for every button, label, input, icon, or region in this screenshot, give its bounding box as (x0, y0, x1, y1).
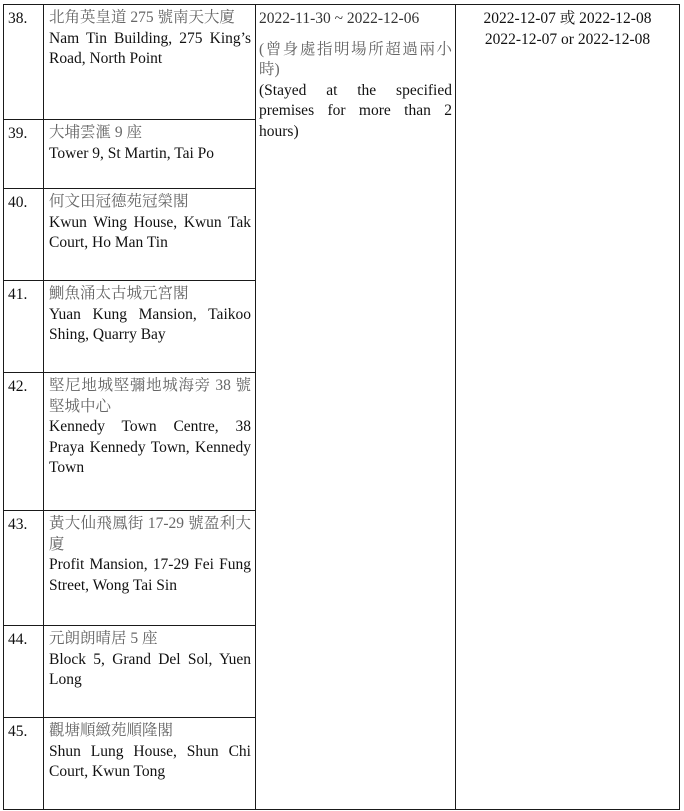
location-cell (44, 5, 256, 120)
test-dates-zh: 2022-12-07 或 2022-12-08 (483, 10, 652, 27)
premises-table (3, 4, 680, 810)
row-number: 42. (4, 373, 44, 511)
location-cell (44, 281, 256, 373)
location-name-en: Kwun Wing House, Kwun Tak Court, Ho Man Tin (49, 213, 251, 251)
row-number: 39. (4, 120, 44, 189)
table-row (4, 5, 680, 120)
location-name-en: Block 5, Grand Del Sol, Yuen Long (49, 650, 251, 688)
location-cell (44, 718, 256, 810)
location-name-en: Profit Mansion, 17-29 Fei Fung Street, Wong Tai Sin (49, 556, 251, 594)
row-number: 41. (4, 281, 44, 373)
stay-note-en: (Stayed at the specified premises for more than 2 hours) (259, 81, 452, 140)
test-dates-en: 2022-12-07 or 2022-12-08 (484, 30, 651, 48)
row-number: 40. (4, 189, 44, 281)
location-name-en: Nam Tin Building, 275 King’s Road, North Point (49, 29, 251, 67)
location-cell (44, 511, 256, 626)
location-name-zh: 堅尼地城堅彌地城海旁 38 號堅城中心 (49, 377, 251, 415)
location-name-zh: 大埔雲滙 9 座 (49, 124, 143, 141)
location-cell (44, 120, 256, 189)
date-range: 2022-11-30 ~ 2022-12-06 (259, 10, 420, 27)
row-number: 45. (4, 718, 44, 810)
location-cell (44, 189, 256, 281)
row-number: 43. (4, 511, 44, 626)
period-cell (256, 5, 456, 810)
row-number: 38. (4, 5, 44, 120)
location-name-en: Kennedy Town Centre, 38 Praya Kennedy Town, Kennedy Town (49, 418, 251, 476)
location-name-en: Yuan Kung Mansion, Taikoo Shing, Quarry Bay (49, 305, 251, 343)
location-name-zh: 何文田冠德苑冠榮閣 (49, 193, 189, 210)
test-date-cell (456, 5, 680, 810)
location-name-zh: 黃大仙飛鳳街 17-29 號盈利大廈 (49, 515, 251, 553)
location-name-zh: 北角英皇道 275 號南天大廈 (49, 9, 236, 26)
location-name-en: Tower 9, St Martin, Tai Po (49, 144, 215, 162)
stay-note-zh: (曾身處指明場所超過兩小時) (259, 40, 452, 78)
location-name-zh: 觀塘順緻苑順隆閣 (49, 722, 174, 739)
location-name-en: Shun Lung House, Shun Chi Court, Kwun Tong (49, 742, 251, 780)
location-cell (44, 626, 256, 718)
location-name-zh: 鰂魚涌太古城元宮閣 (49, 285, 189, 302)
location-cell (44, 373, 256, 511)
location-name-zh: 元朗朗晴居 5 座 (49, 630, 158, 647)
row-number: 44. (4, 626, 44, 718)
